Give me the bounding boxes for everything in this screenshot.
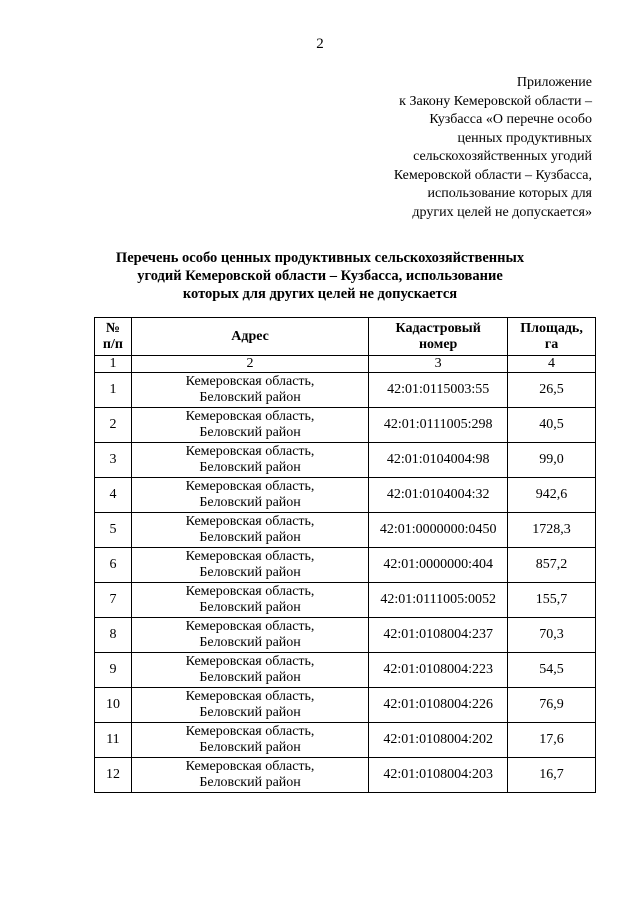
appendix-line: использование которых для [427,186,592,201]
title-line: которых для других целей не допускается [182,286,458,302]
title-line: угодий Кемеровской области – Кузбасса, использование [137,268,503,284]
page-number: 2 [316,36,324,52]
address-cell: Кемеровская область, Беловский район [131,583,368,618]
address-cell: Кемеровская область, Беловский район [131,478,368,513]
cadastral-number: 42:01:0108004:223 [369,653,508,688]
table-row [95,688,596,723]
row-number: 4 [95,478,132,513]
column-number: 4 [508,356,596,373]
cadastral-number: 42:01:0111005:298 [369,408,508,443]
area-value: 1728,3 [508,513,596,548]
table-row [95,758,596,793]
cadastral-number: 42:01:0108004:203 [369,758,508,793]
column-number-row [95,356,596,373]
area-value: 54,5 [508,653,596,688]
table-row [95,723,596,758]
cadastral-number: 42:01:0104004:98 [369,443,508,478]
area-value: 26,5 [508,373,596,408]
appendix-line: ценных продуктивных [457,130,592,146]
cadastral-number: 42:01:0104004:32 [369,478,508,513]
area-value: 16,7 [508,758,596,793]
row-number: 3 [95,443,132,478]
cadastral-number: 42:01:0111005:0052 [369,583,508,618]
area-value: 76,9 [508,688,596,723]
title-line: Перечень особо ценных продуктивных сельскохозяйственных [115,250,525,266]
appendix-line: Кемеровской области – Кузбасса, [393,167,592,183]
address-cell: Кемеровская область, Беловский район [131,653,368,688]
header-address: Адрес [131,318,368,356]
appendix-line: Приложение [516,75,592,90]
area-value: 155,7 [508,583,596,618]
cadastral-number: 42:01:0115003:55 [369,373,508,408]
area-value: 70,3 [508,618,596,653]
address-cell: Кемеровская область, Беловский район [131,443,368,478]
row-number: 2 [95,408,132,443]
address-cell: Кемеровская область, Беловский район [131,548,368,583]
table-row [95,583,596,618]
area-value: 40,5 [508,408,596,443]
address-cell: Кемеровская область, Беловский район [131,723,368,758]
document-title [70,249,570,303]
table-row [95,408,596,443]
cadastral-number: 42:01:0000000:0450 [369,513,508,548]
address-cell: Кемеровская область, Беловский район [131,408,368,443]
table-row [95,618,596,653]
column-number: 2 [131,356,368,373]
address-cell: Кемеровская область, Беловский район [131,513,368,548]
column-number: 3 [369,356,508,373]
cadastral-number: 42:01:0108004:237 [369,618,508,653]
row-number: 12 [95,758,132,793]
cadastral-number: 42:01:0108004:202 [369,723,508,758]
row-number: 11 [95,723,132,758]
column-number: 1 [95,356,132,373]
land-list-table [94,317,596,793]
address-cell: Кемеровская область, Беловский район [131,618,368,653]
address-cell: Кемеровская область, Беловский район [131,688,368,723]
table-header-row [95,318,596,356]
row-number: 5 [95,513,132,548]
cadastral-number: 42:01:0000000:404 [369,548,508,583]
row-number: 7 [95,583,132,618]
appendix-line: к Закону Кемеровской области – [399,93,592,109]
area-value: 857,2 [508,548,596,583]
area-value: 17,6 [508,723,596,758]
header-cadastral: Кадастровый номер [369,318,508,356]
row-number: 6 [95,548,132,583]
appendix-line: Кузбасса «О перечне особо [429,112,592,127]
row-number: 10 [95,688,132,723]
row-number: 1 [95,373,132,408]
table-row [95,653,596,688]
table-row [95,373,596,408]
address-cell: Кемеровская область, Беловский район [131,373,368,408]
row-number: 8 [95,618,132,653]
table-row [95,478,596,513]
table-row [95,548,596,583]
area-value: 99,0 [508,443,596,478]
table-row [95,443,596,478]
appendix-line: сельскохозяйственных угодий [413,149,592,164]
appendix-line: других целей не допускается» [412,204,592,220]
address-cell: Кемеровская область, Беловский район [131,758,368,793]
area-value: 942,6 [508,478,596,513]
header-number: № п/п [95,318,132,356]
header-area: Площадь, га [508,318,596,356]
row-number: 9 [95,653,132,688]
appendix-block [292,74,592,222]
cadastral-number: 42:01:0108004:226 [369,688,508,723]
table-row [95,513,596,548]
